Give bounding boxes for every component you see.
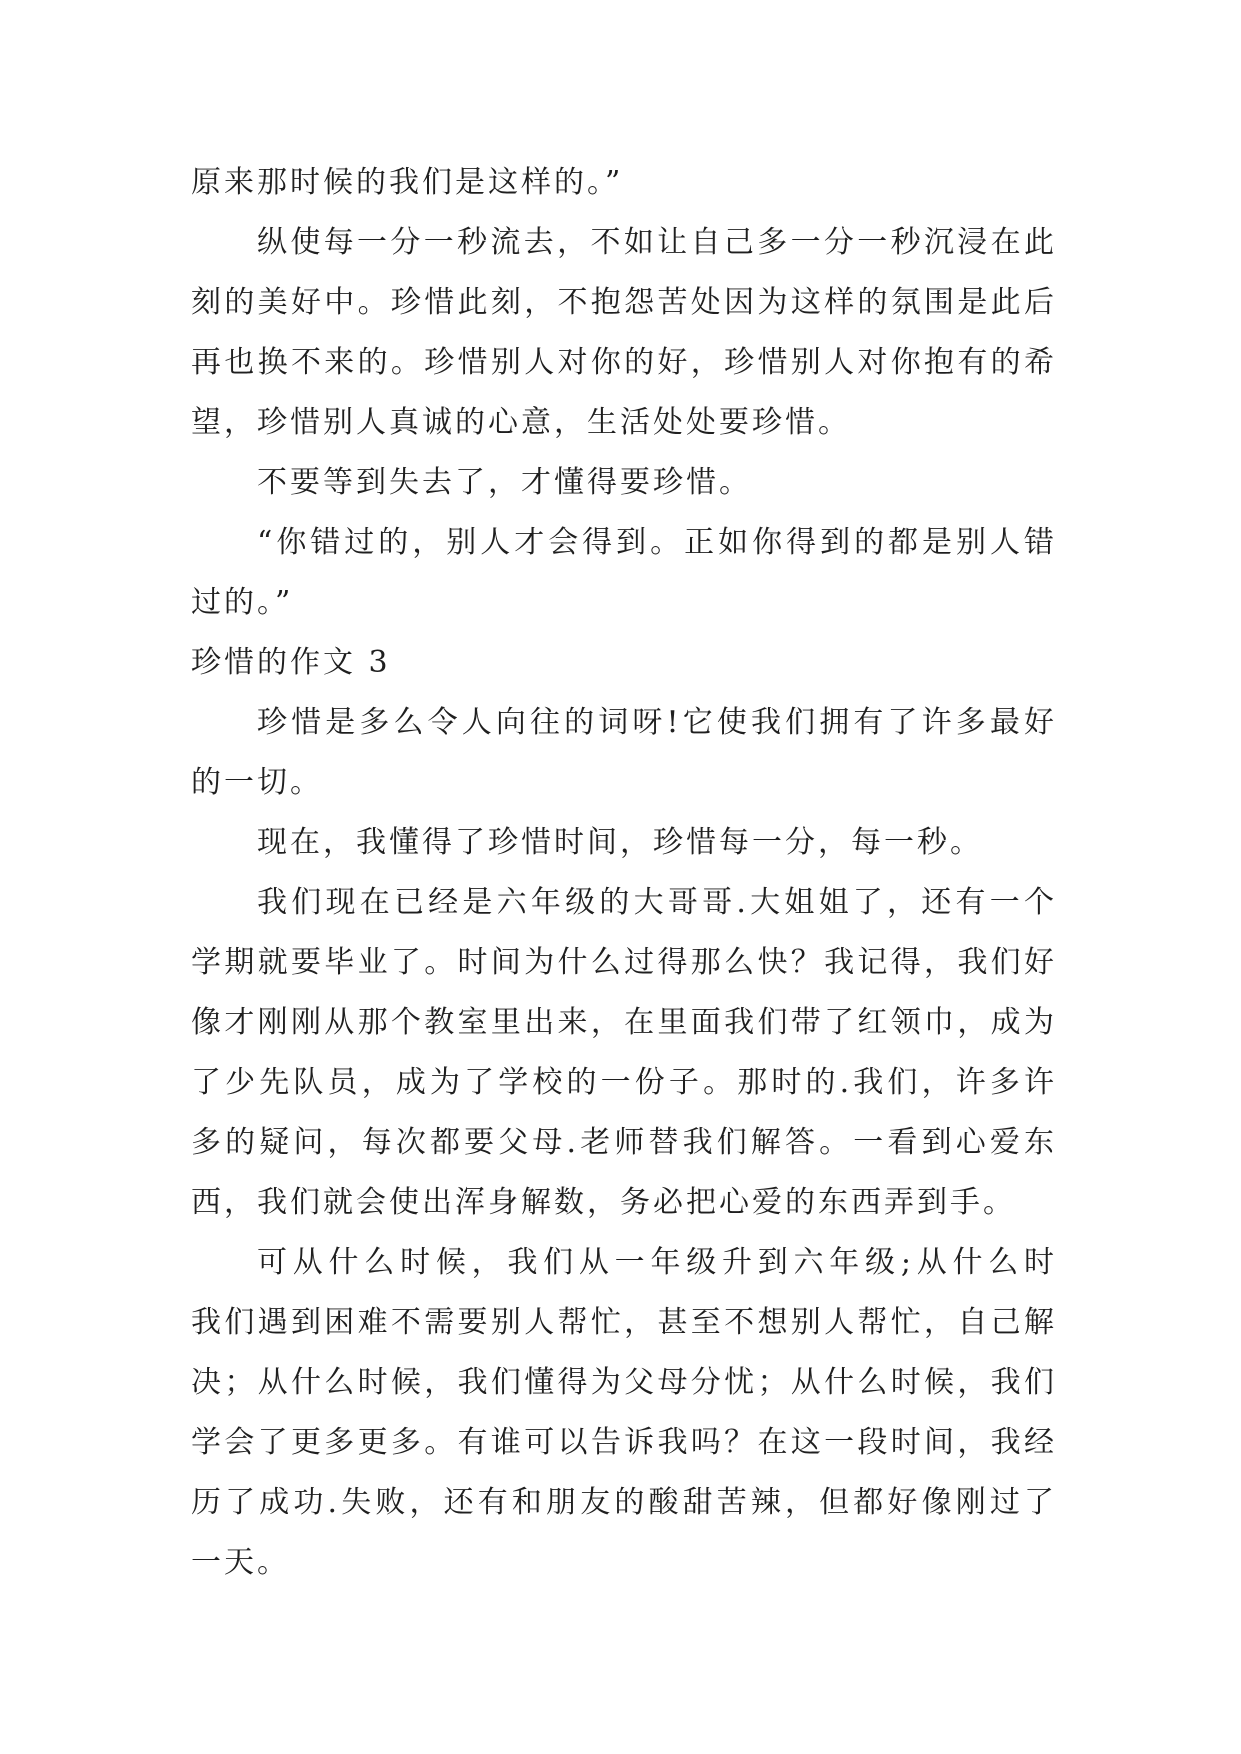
text-line: 再也换不来的。珍惜别人对你的好，珍惜别人对你抱有的希 <box>191 345 1057 380</box>
text-line: 我们遇到困难不需要别人帮忙，甚至不想别人帮忙，自己解 <box>191 1305 1057 1340</box>
text-line: 像才刚刚从那个教室里出来，在里面我们带了红领巾，成为 <box>191 1005 1057 1040</box>
paragraph <box>191 1233 1057 1593</box>
text-line: 原来那时候的我们是这样的。” <box>191 165 624 200</box>
text-line: 了少先队员，成为了学校的一份子。那时的.我们，许多许 <box>191 1065 1057 1100</box>
text-line: 望，珍惜别人真诚的心意，生活处处要珍惜。 <box>191 405 851 440</box>
text-line: 可从什么时候，我们从一年级升到六年级;从什么时 <box>257 1245 1057 1280</box>
paragraph <box>191 453 1057 513</box>
text-line: 不要等到失去了，才懂得要珍惜。 <box>257 465 752 500</box>
section-heading <box>191 633 1057 693</box>
text-line: 学期就要毕业了。时间为什么过得那么快？我记得，我们好 <box>191 945 1057 980</box>
text-line: 纵使每一分一秒流去，不如让自己多一分一秒沉浸在此 <box>257 225 1057 260</box>
text-line: 一天。 <box>191 1545 290 1580</box>
paragraph <box>191 693 1057 813</box>
paragraph <box>191 213 1057 453</box>
text-line: 多的疑问，每次都要父母.老师替我们解答。一看到心爱东 <box>191 1125 1057 1160</box>
text-line: 学会了更多更多。有谁可以告诉我吗？在这一段时间，我经 <box>191 1425 1057 1460</box>
text-line: 刻的美好中。珍惜此刻，不抱怨苦处因为这样的氛围是此后 <box>191 285 1057 320</box>
text-line: 历了成功.失败，还有和朋友的酸甜苦辣，但都好像刚过了 <box>191 1485 1057 1520</box>
text-line: 西，我们就会使出浑身解数，务必把心爱的东西弄到手。 <box>191 1185 1016 1220</box>
document-body <box>191 153 1057 1593</box>
text-line: 过的。” <box>191 585 294 620</box>
text-line: “你错过的，别人才会得到。正如你得到的都是别人错 <box>257 525 1057 560</box>
text-line: 现在，我懂得了珍惜时间，珍惜每一分，每一秒。 <box>257 825 983 860</box>
text-line: 珍惜是多么令人向往的词呀!它使我们拥有了许多最好 <box>257 705 1057 740</box>
text-line: 我们现在已经是六年级的大哥哥.大姐姐了，还有一个 <box>257 885 1057 920</box>
paragraph-continuation <box>191 153 1057 213</box>
text-line: 决；从什么时候，我们懂得为父母分忧；从什么时候，我们 <box>191 1365 1057 1400</box>
paragraph <box>191 513 1057 633</box>
heading-text: 珍惜的作文 3 <box>191 645 391 680</box>
paragraph <box>191 813 1057 873</box>
paragraph <box>191 873 1057 1233</box>
text-line: 的一切。 <box>191 765 323 800</box>
